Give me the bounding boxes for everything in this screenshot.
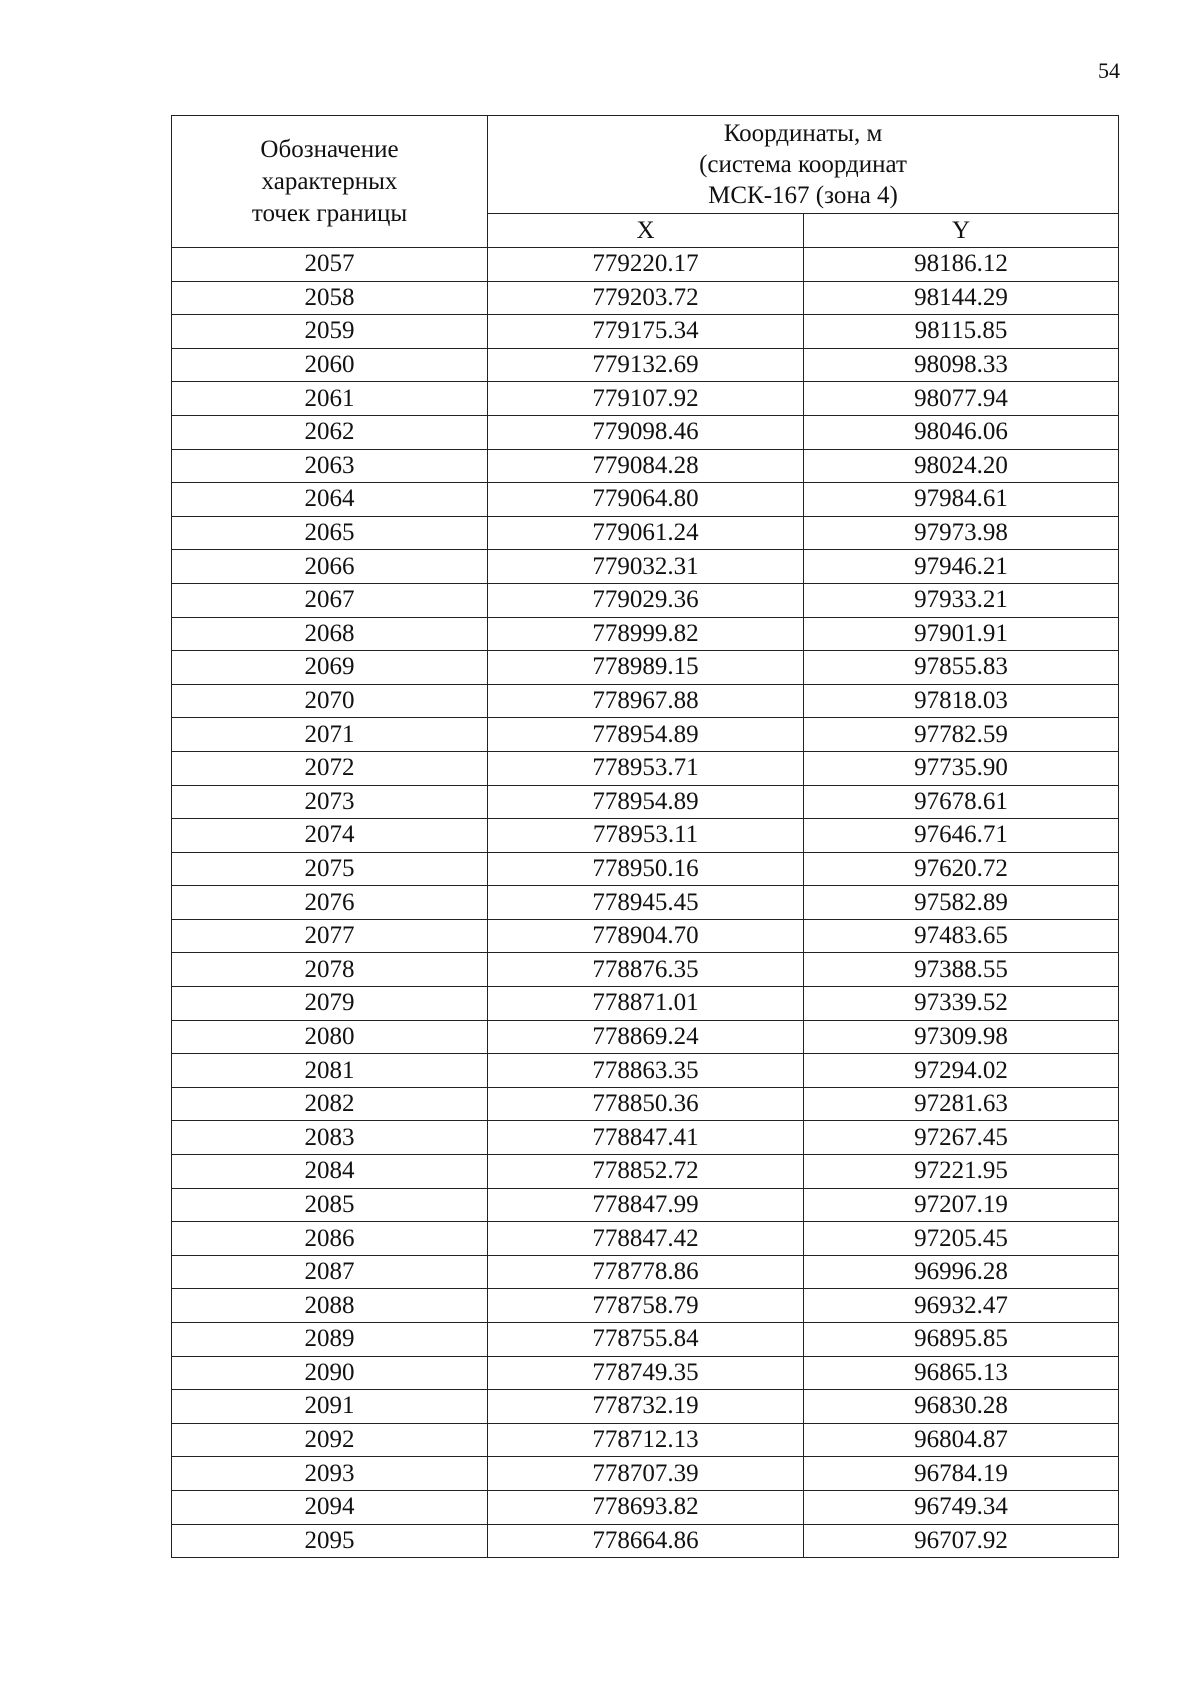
table-row <box>172 718 1119 752</box>
x-coordinate-cell: 779220.17 <box>488 248 804 282</box>
table-row <box>172 1390 1119 1424</box>
table-row <box>172 315 1119 349</box>
table-row <box>172 785 1119 819</box>
header-designation-line: Обозначение <box>260 135 399 163</box>
x-coordinate-cell: 778847.41 <box>488 1121 804 1155</box>
x-coordinate-cell: 779132.69 <box>488 348 804 382</box>
point-cell: 2062 <box>172 415 488 449</box>
y-coordinate-cell: 98144.29 <box>804 281 1119 315</box>
header-row-top <box>172 116 1119 214</box>
x-coordinate-cell: 778953.71 <box>488 751 804 785</box>
table-row <box>172 617 1119 651</box>
table-row <box>172 886 1119 920</box>
x-coordinate-cell: 779064.80 <box>488 483 804 517</box>
point-cell: 2066 <box>172 550 488 584</box>
x-coordinate-cell: 779175.34 <box>488 315 804 349</box>
point-cell: 2091 <box>172 1390 488 1424</box>
table-row <box>172 516 1119 550</box>
y-coordinate-cell: 96749.34 <box>804 1490 1119 1524</box>
point-cell: 2093 <box>172 1457 488 1491</box>
y-coordinate-cell: 97483.65 <box>804 919 1119 953</box>
y-coordinate-cell: 97620.72 <box>804 852 1119 886</box>
header-designation-line: характерных <box>261 167 398 195</box>
point-cell: 2079 <box>172 987 488 1021</box>
table-row <box>172 1289 1119 1323</box>
point-cell: 2095 <box>172 1524 488 1558</box>
table-row <box>172 953 1119 987</box>
table-row <box>172 1087 1119 1121</box>
table-row <box>172 1121 1119 1155</box>
y-coordinate-cell: 97207.19 <box>804 1188 1119 1222</box>
y-coordinate-cell: 97646.71 <box>804 819 1119 853</box>
y-coordinate-cell: 97933.21 <box>804 583 1119 617</box>
point-cell: 2068 <box>172 617 488 651</box>
table-row <box>172 449 1119 483</box>
x-coordinate-cell: 778999.82 <box>488 617 804 651</box>
point-cell: 2076 <box>172 886 488 920</box>
y-coordinate-cell: 97294.02 <box>804 1054 1119 1088</box>
table-row <box>172 1524 1119 1558</box>
point-cell: 2073 <box>172 785 488 819</box>
x-coordinate-cell: 779029.36 <box>488 583 804 617</box>
point-cell: 2057 <box>172 248 488 282</box>
table-row <box>172 819 1119 853</box>
table-row <box>172 919 1119 953</box>
x-coordinate-cell: 778953.11 <box>488 819 804 853</box>
x-coordinate-cell: 779032.31 <box>488 550 804 584</box>
y-coordinate-cell: 97973.98 <box>804 516 1119 550</box>
x-coordinate-cell: 778847.42 <box>488 1222 804 1256</box>
point-cell: 2067 <box>172 583 488 617</box>
x-coordinate-cell: 778758.79 <box>488 1289 804 1323</box>
y-coordinate-cell: 96895.85 <box>804 1323 1119 1357</box>
point-cell: 2082 <box>172 1087 488 1121</box>
table-row <box>172 651 1119 685</box>
x-coordinate-cell: 778707.39 <box>488 1457 804 1491</box>
point-cell: 2072 <box>172 751 488 785</box>
y-coordinate-cell: 98098.33 <box>804 348 1119 382</box>
point-cell: 2090 <box>172 1356 488 1390</box>
point-cell: 2078 <box>172 953 488 987</box>
table-row <box>172 1490 1119 1524</box>
point-cell: 2060 <box>172 348 488 382</box>
header-coordinates <box>488 116 1119 214</box>
y-coordinate-cell: 97582.89 <box>804 886 1119 920</box>
table-row <box>172 1255 1119 1289</box>
x-coordinate-cell: 778871.01 <box>488 987 804 1021</box>
table-row <box>172 483 1119 517</box>
point-cell: 2069 <box>172 651 488 685</box>
y-coordinate-cell: 98186.12 <box>804 248 1119 282</box>
y-coordinate-cell: 97339.52 <box>804 987 1119 1021</box>
table-row <box>172 684 1119 718</box>
x-coordinate-cell: 778712.13 <box>488 1423 804 1457</box>
x-coordinate-cell: 778869.24 <box>488 1020 804 1054</box>
y-coordinate-cell: 97205.45 <box>804 1222 1119 1256</box>
header-x: X <box>488 214 804 248</box>
y-coordinate-cell: 97946.21 <box>804 550 1119 584</box>
x-coordinate-cell: 778954.89 <box>488 718 804 752</box>
y-coordinate-cell: 97267.45 <box>804 1121 1119 1155</box>
x-coordinate-cell: 778852.72 <box>488 1155 804 1189</box>
table-row <box>172 987 1119 1021</box>
header-designation-line: точек границы <box>251 199 408 227</box>
header-coords-line: Координаты, м <box>723 120 883 147</box>
y-coordinate-cell: 98077.94 <box>804 382 1119 416</box>
table-body <box>172 248 1119 1558</box>
y-coordinate-cell: 96830.28 <box>804 1390 1119 1424</box>
x-coordinate-cell: 778664.86 <box>488 1524 804 1558</box>
header-y: Y <box>804 214 1119 248</box>
x-coordinate-cell: 778847.99 <box>488 1188 804 1222</box>
y-coordinate-cell: 98046.06 <box>804 415 1119 449</box>
x-coordinate-cell: 778693.82 <box>488 1490 804 1524</box>
point-cell: 2087 <box>172 1255 488 1289</box>
x-coordinate-cell: 778863.35 <box>488 1054 804 1088</box>
y-coordinate-cell: 97901.91 <box>804 617 1119 651</box>
table-row <box>172 852 1119 886</box>
header-coords-line: МСК-167 (зона 4) <box>708 182 898 209</box>
point-cell: 2083 <box>172 1121 488 1155</box>
y-coordinate-cell: 97818.03 <box>804 684 1119 718</box>
x-coordinate-cell: 778850.36 <box>488 1087 804 1121</box>
x-coordinate-cell: 778778.86 <box>488 1255 804 1289</box>
point-cell: 2063 <box>172 449 488 483</box>
x-coordinate-cell: 778954.89 <box>488 785 804 819</box>
y-coordinate-cell: 96707.92 <box>804 1524 1119 1558</box>
y-coordinate-cell: 96932.47 <box>804 1289 1119 1323</box>
table-row <box>172 248 1119 282</box>
y-coordinate-cell: 96804.87 <box>804 1423 1119 1457</box>
x-coordinate-cell: 778732.19 <box>488 1390 804 1424</box>
point-cell: 2089 <box>172 1323 488 1357</box>
table-header <box>172 116 1119 248</box>
y-coordinate-cell: 97678.61 <box>804 785 1119 819</box>
x-coordinate-cell: 778749.35 <box>488 1356 804 1390</box>
table-row <box>172 1323 1119 1357</box>
x-coordinate-cell: 779084.28 <box>488 449 804 483</box>
point-cell: 2092 <box>172 1423 488 1457</box>
y-coordinate-cell: 97388.55 <box>804 953 1119 987</box>
point-cell: 2086 <box>172 1222 488 1256</box>
point-cell: 2059 <box>172 315 488 349</box>
point-cell: 2088 <box>172 1289 488 1323</box>
table-row <box>172 415 1119 449</box>
y-coordinate-cell: 98115.85 <box>804 315 1119 349</box>
y-coordinate-cell: 96865.13 <box>804 1356 1119 1390</box>
point-cell: 2080 <box>172 1020 488 1054</box>
x-coordinate-cell: 778876.35 <box>488 953 804 987</box>
point-cell: 2074 <box>172 819 488 853</box>
point-cell: 2070 <box>172 684 488 718</box>
table-row <box>172 281 1119 315</box>
point-cell: 2085 <box>172 1188 488 1222</box>
y-coordinate-cell: 97782.59 <box>804 718 1119 752</box>
point-cell: 2061 <box>172 382 488 416</box>
table-row <box>172 1222 1119 1256</box>
x-coordinate-cell: 778967.88 <box>488 684 804 718</box>
point-cell: 2065 <box>172 516 488 550</box>
coordinates-table <box>171 115 1119 1558</box>
x-coordinate-cell: 779203.72 <box>488 281 804 315</box>
table-row <box>172 550 1119 584</box>
point-cell: 2084 <box>172 1155 488 1189</box>
table-row <box>172 1054 1119 1088</box>
x-coordinate-cell: 779061.24 <box>488 516 804 550</box>
point-cell: 2075 <box>172 852 488 886</box>
y-coordinate-cell: 97221.95 <box>804 1155 1119 1189</box>
table-row <box>172 751 1119 785</box>
x-coordinate-cell: 778755.84 <box>488 1323 804 1357</box>
table-row <box>172 382 1119 416</box>
table-row <box>172 1423 1119 1457</box>
table-row <box>172 1020 1119 1054</box>
x-coordinate-cell: 778945.45 <box>488 886 804 920</box>
table-row <box>172 583 1119 617</box>
x-coordinate-cell: 778950.16 <box>488 852 804 886</box>
table-row <box>172 1188 1119 1222</box>
y-coordinate-cell: 97984.61 <box>804 483 1119 517</box>
x-coordinate-cell: 779107.92 <box>488 382 804 416</box>
table-row <box>172 1356 1119 1390</box>
point-cell: 2064 <box>172 483 488 517</box>
x-coordinate-cell: 779098.46 <box>488 415 804 449</box>
table-row <box>172 348 1119 382</box>
y-coordinate-cell: 97855.83 <box>804 651 1119 685</box>
header-coords-line: (система координат <box>699 151 907 178</box>
point-cell: 2081 <box>172 1054 488 1088</box>
table-row <box>172 1155 1119 1189</box>
y-coordinate-cell: 97309.98 <box>804 1020 1119 1054</box>
y-coordinate-cell: 96996.28 <box>804 1255 1119 1289</box>
point-cell: 2077 <box>172 919 488 953</box>
point-cell: 2071 <box>172 718 488 752</box>
x-coordinate-cell: 778989.15 <box>488 651 804 685</box>
y-coordinate-cell: 97735.90 <box>804 751 1119 785</box>
point-cell: 2094 <box>172 1490 488 1524</box>
y-coordinate-cell: 97281.63 <box>804 1087 1119 1121</box>
table-row <box>172 1457 1119 1491</box>
point-cell: 2058 <box>172 281 488 315</box>
page-number: 54 <box>1098 58 1120 83</box>
y-coordinate-cell: 96784.19 <box>804 1457 1119 1491</box>
x-coordinate-cell: 778904.70 <box>488 919 804 953</box>
y-coordinate-cell: 98024.20 <box>804 449 1119 483</box>
header-point-designation <box>172 116 488 248</box>
